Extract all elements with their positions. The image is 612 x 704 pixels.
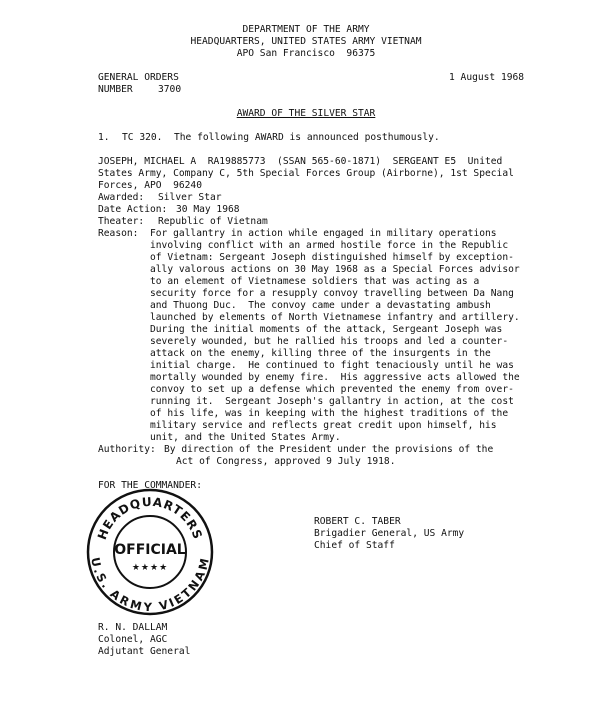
reason-line: and Thuong Duc. The convoy came under a devastating ambush bbox=[150, 300, 491, 311]
seal-stars: ★★★★ bbox=[131, 563, 169, 573]
authority-line: By direction of the President under the provisions of the bbox=[164, 444, 494, 455]
order-date: 1 August 1968 bbox=[449, 72, 525, 83]
for-the-commander: FOR THE COMMANDER: bbox=[98, 480, 202, 491]
seal-top-text: HEADQUARTERS bbox=[94, 494, 206, 542]
reason-line: severely wounded, but he rallied his troops and led a counter- bbox=[150, 336, 509, 347]
reason-line: of Vietnam: Sergeant Joseph distinguished himself by exception- bbox=[150, 252, 514, 263]
reason-line: unit, and the United States Army. bbox=[150, 432, 341, 443]
reason-line: attack on the enemy, killing three of the insurgents in the bbox=[150, 348, 491, 359]
signer-title: Brigadier General, US Army bbox=[314, 528, 465, 539]
header-department: DEPARTMENT OF THE ARMY bbox=[242, 24, 370, 35]
number-label: NUMBER bbox=[98, 84, 133, 95]
adjutant-name: R. N. DALLAM bbox=[98, 622, 168, 633]
reason-line: launched by elements of North Vietnamese infantry and artillery. bbox=[150, 312, 520, 323]
reason-line: running it. Sergeant Joseph's gallantry in action, at the cost bbox=[150, 396, 514, 407]
header-headquarters: HEADQUARTERS, UNITED STATES ARMY VIETNAM bbox=[190, 36, 422, 47]
recipient-line: JOSEPH, MICHAEL A RA19885773 (SSAN 565-60-1871) SERGEANT E5 United bbox=[98, 156, 503, 167]
reason-line: convoy to set up a defense which prevented the enemy from over- bbox=[150, 384, 514, 395]
signer-role: Chief of Staff bbox=[314, 540, 395, 551]
seal-bottom-text: U.S. ARMY VIETNAM bbox=[88, 556, 212, 614]
general-orders-label: GENERAL ORDERS bbox=[98, 72, 179, 83]
reason-line: During the initial moments of the attack, Sergeant Joseph was bbox=[150, 324, 503, 335]
adjutant-rank: Colonel, AGC bbox=[98, 634, 168, 645]
seal-center-text: OFFICIAL bbox=[114, 542, 186, 558]
awarded-value: Silver Star bbox=[158, 192, 222, 203]
recipient-line: States Army, Company C, 5th Special Forces Group (Airborne), 1st Special bbox=[98, 168, 514, 179]
item-text: TC 320. The following AWARD is announced posthumously. bbox=[122, 132, 440, 143]
reason-line: to an element of Vietnamese soldiers that was acting as a bbox=[150, 276, 480, 287]
reason-line: mortally wounded by enemy fire. His aggressive acts allowed the bbox=[150, 372, 520, 383]
authority-line: Act of Congress, approved 9 July 1918. bbox=[176, 456, 396, 467]
reason-line: security force for a resupply convoy travelling between Da Nang bbox=[150, 288, 514, 299]
theater-value: Republic of Vietnam bbox=[158, 216, 268, 227]
reason-label: Reason: bbox=[98, 228, 139, 239]
date-action-value: 30 May 1968 bbox=[176, 204, 240, 215]
reason-line: For gallantry in action while engaged in military operations bbox=[150, 228, 497, 239]
official-seal bbox=[86, 488, 214, 616]
authority-label: Authority: bbox=[98, 444, 156, 455]
svg-text:HEADQUARTERS bbox=[95, 495, 205, 542]
item-number: 1. bbox=[98, 132, 110, 143]
signer-name: ROBERT C. TABER bbox=[314, 516, 401, 527]
reason-line: ally valorous actions on 30 May 1968 as a Special Forces advisor bbox=[150, 264, 520, 275]
reason-line: military service and reflects great credit upon himself, his bbox=[150, 420, 497, 431]
date-action-label: Date Action: bbox=[98, 204, 168, 215]
award-title: AWARD OF THE SILVER STAR bbox=[236, 108, 376, 119]
adjutant-title: Adjutant General bbox=[98, 646, 191, 657]
order-number: 3700 bbox=[158, 84, 182, 95]
theater-label: Theater: bbox=[98, 216, 145, 227]
reason-line: initial charge. He continued to fight tenaciously until he was bbox=[150, 360, 514, 371]
awarded-label: Awarded: bbox=[98, 192, 145, 203]
recipient-line: Forces, APO 96240 bbox=[98, 180, 202, 191]
reason-line: involving conflict with an armed hostile force in the Republic bbox=[150, 240, 509, 251]
header-apo: APO San Francisco 96375 bbox=[236, 48, 376, 59]
reason-line: of his life, was in keeping with the highest traditions of the bbox=[150, 408, 509, 419]
